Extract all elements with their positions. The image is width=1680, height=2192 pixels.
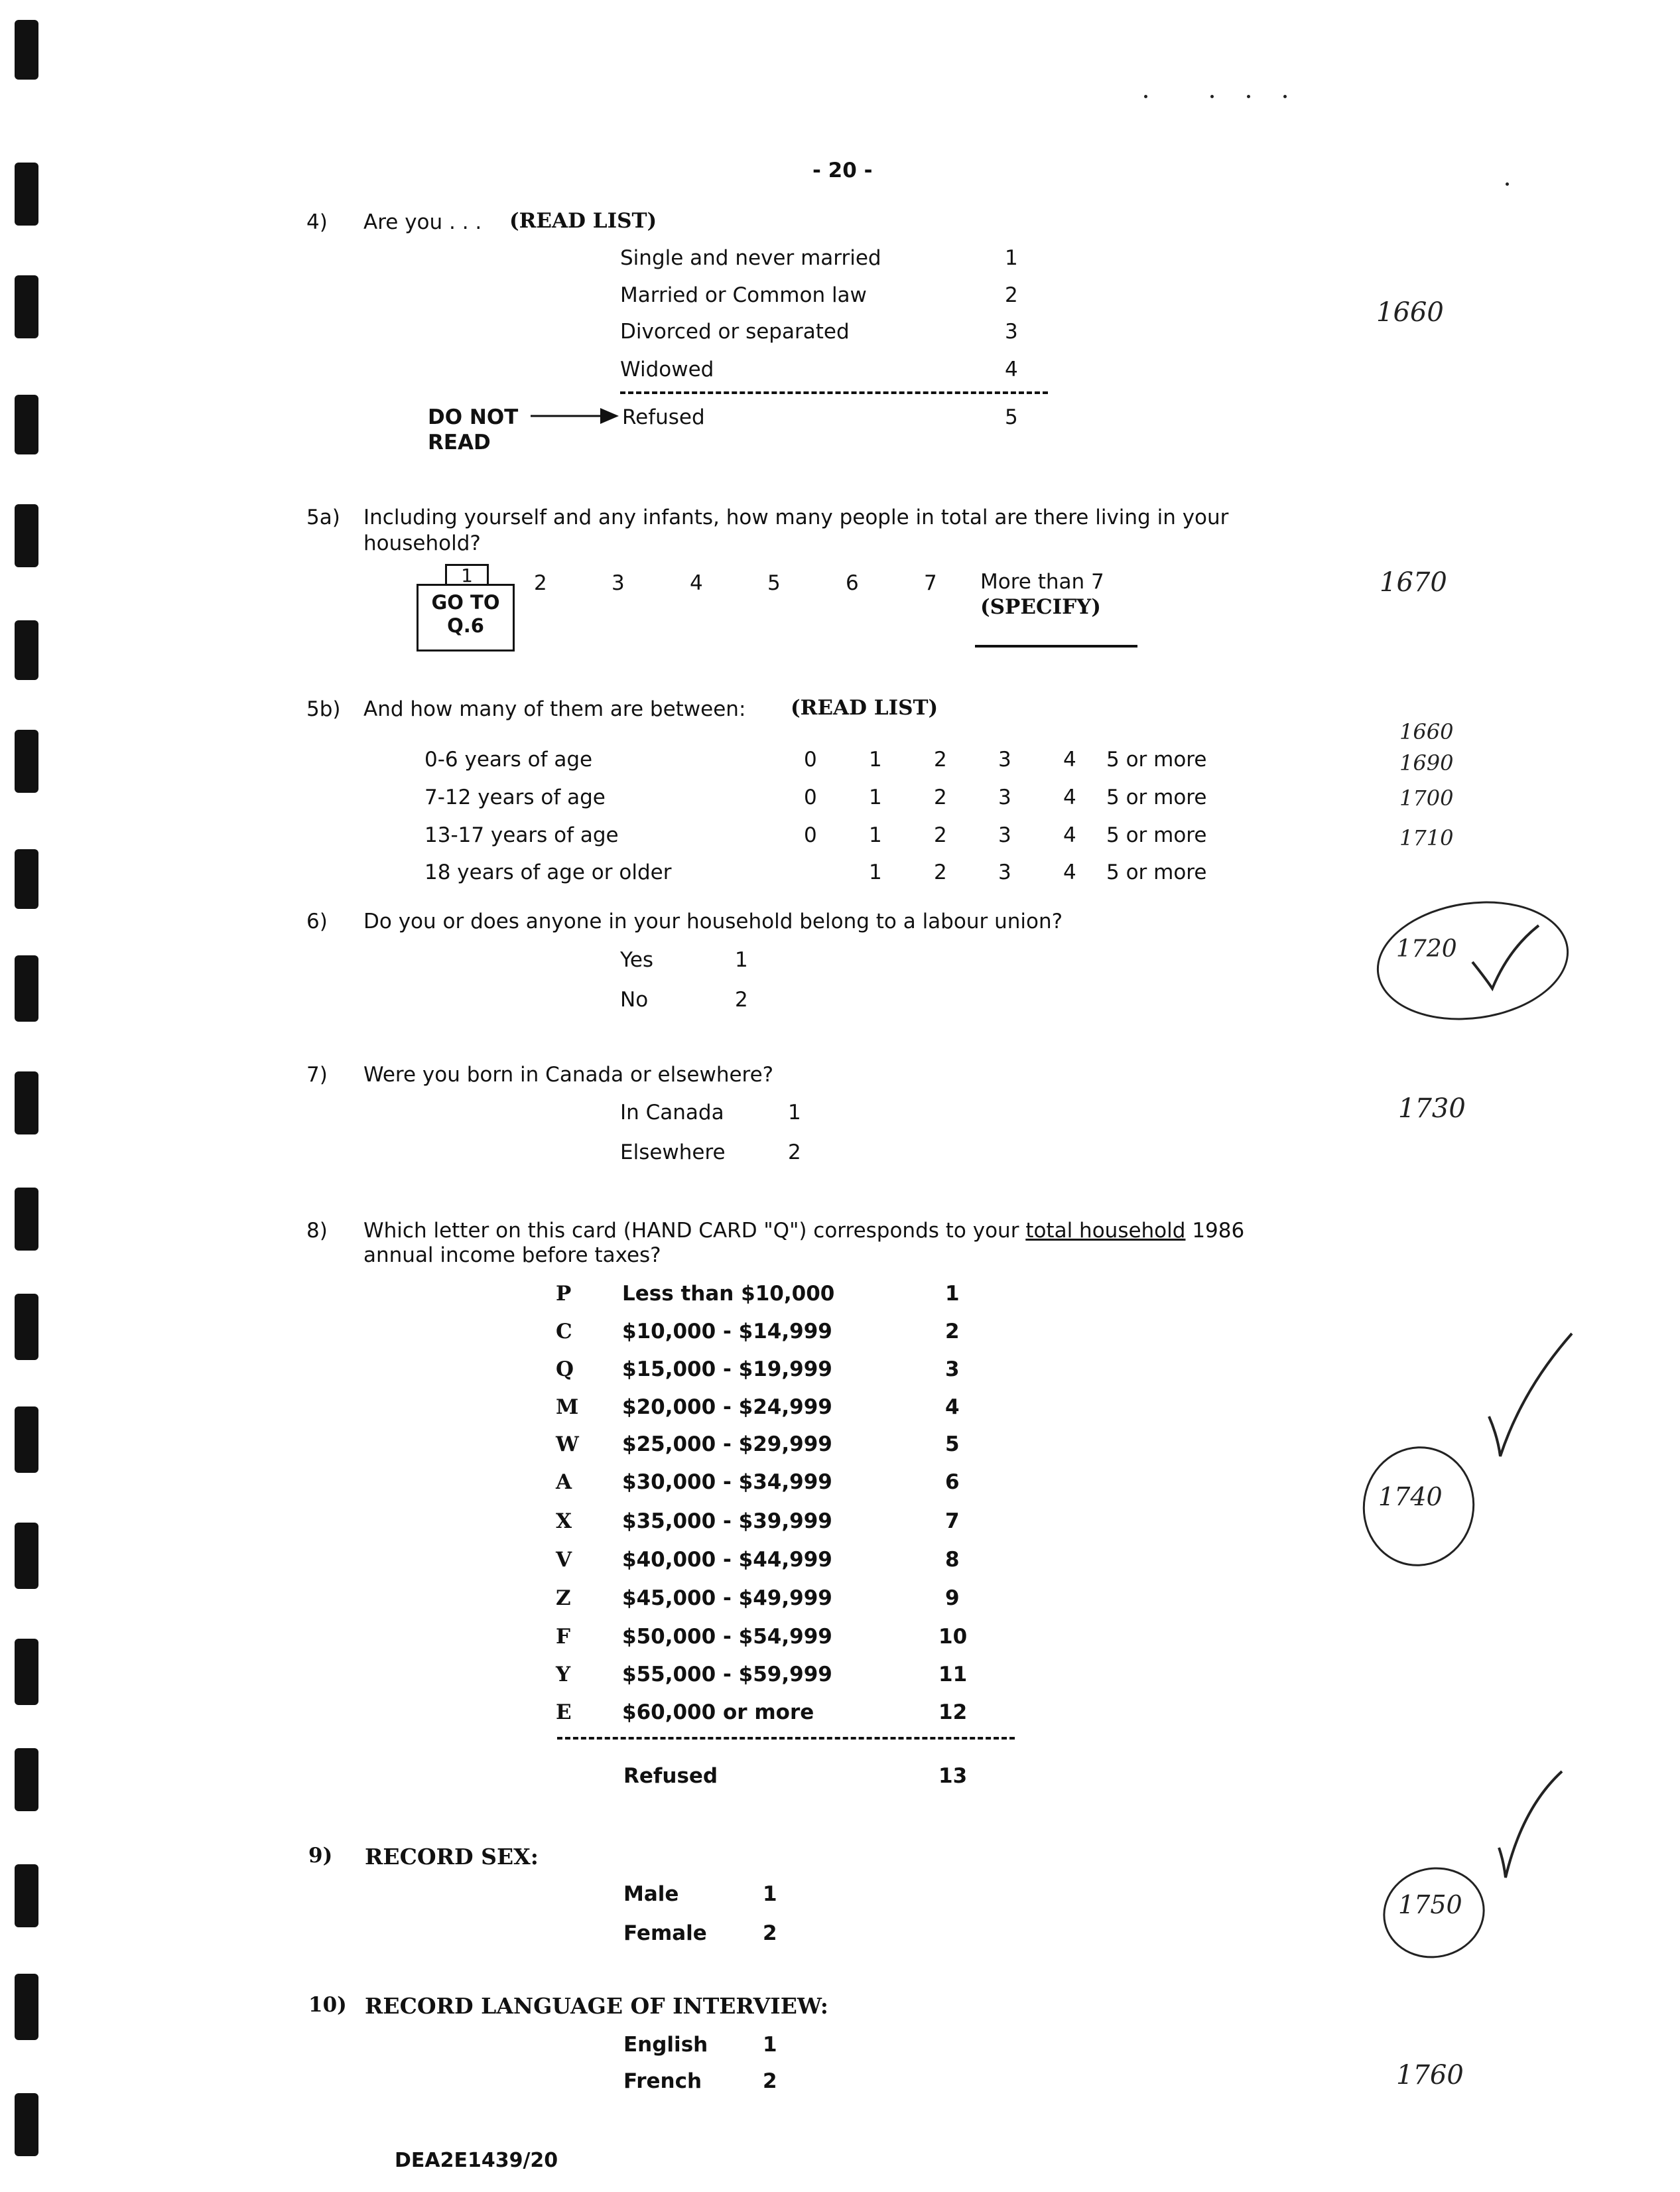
- income-range: $20,000 - $24,999: [622, 1395, 832, 1419]
- skip-instruction-box: [417, 584, 515, 651]
- count-option: 2: [934, 860, 947, 884]
- handwritten-code: 1660: [1376, 297, 1444, 328]
- option-label: No: [620, 988, 649, 1012]
- option-code: 2: [788, 1140, 801, 1164]
- checkmark-icon: [1486, 1330, 1579, 1463]
- arrow-right-icon: [531, 406, 620, 426]
- count-option: 4: [1063, 860, 1076, 884]
- handwritten-code: 1720: [1396, 935, 1457, 963]
- option-code: 1: [788, 1101, 801, 1125]
- income-range: $60,000 or more: [622, 1700, 814, 1724]
- binder-bar: [15, 163, 38, 226]
- question-text: household?: [363, 531, 481, 555]
- option-code: 1: [1005, 246, 1018, 270]
- count-option: 4: [1063, 786, 1076, 809]
- option-code: 1: [735, 948, 748, 972]
- count-option: 0: [804, 748, 817, 772]
- income-range: $45,000 - $49,999: [622, 1586, 832, 1610]
- income-code: 2: [945, 1320, 960, 1343]
- income-range: Less than $10,000: [622, 1282, 835, 1306]
- binder-bar: [15, 1639, 38, 1705]
- income-code: 9: [945, 1586, 960, 1610]
- handwritten-code: 1660: [1399, 719, 1454, 744]
- handwritten-code: 1760: [1396, 2060, 1464, 2090]
- count-option: 2: [934, 823, 947, 847]
- income-letter: F: [556, 1625, 571, 1649]
- option-code: 2: [763, 2069, 777, 2093]
- income-range: $40,000 - $44,999: [622, 1548, 832, 1572]
- count-option: 3: [998, 823, 1011, 847]
- question-number: 5b): [306, 697, 341, 721]
- handwritten-code: 1670: [1380, 567, 1447, 598]
- question-text: [363, 1219, 1244, 1243]
- count-option: 7: [924, 571, 937, 595]
- option-code: 1: [763, 1882, 777, 1906]
- income-range: $15,000 - $19,999: [622, 1357, 832, 1381]
- handwritten-code: 1730: [1398, 1093, 1466, 1124]
- binder-bar: [15, 2093, 38, 2156]
- count-option: 3: [998, 786, 1011, 809]
- binder-bar: [15, 1071, 38, 1134]
- binder-bar: [15, 395, 38, 454]
- option-code: 1: [763, 2033, 777, 2057]
- income-letter: C: [556, 1320, 572, 1343]
- handwritten-code: 1750: [1398, 1890, 1462, 1919]
- option-label: Female: [623, 1921, 707, 1945]
- binder-bar: [15, 955, 38, 1022]
- do-not-read-label: READ: [428, 431, 491, 454]
- question-text: Were you born in Canada or elsewhere?: [363, 1063, 774, 1087]
- dashed-divider: [620, 391, 1048, 394]
- count-option: 4: [1063, 748, 1076, 772]
- question-number: 9): [308, 1844, 333, 1868]
- income-letter: P: [556, 1282, 572, 1306]
- income-code: 12: [938, 1700, 968, 1724]
- count-option: 0: [804, 786, 817, 809]
- option-code: 2: [735, 988, 748, 1012]
- age-row-label: 0-6 years of age: [424, 748, 593, 772]
- option-label: Male: [623, 1882, 679, 1906]
- scan-speck: [1144, 95, 1147, 98]
- age-row-label: 18 years of age or older: [424, 860, 672, 884]
- binder-bar: [15, 1406, 38, 1473]
- checkmark-icon: [1496, 1768, 1569, 1881]
- income-letter: Y: [556, 1663, 571, 1686]
- question-number: 10): [308, 1993, 347, 2017]
- count-option: 4: [690, 571, 703, 595]
- income-letter: X: [556, 1509, 572, 1533]
- count-option: 3: [998, 860, 1011, 884]
- income-code: 5: [945, 1432, 960, 1456]
- option-label: Married or Common law: [620, 283, 867, 307]
- option-label: French: [623, 2069, 702, 2093]
- binder-bar: [15, 1748, 38, 1811]
- option-code: 3: [1005, 320, 1018, 344]
- income-range: $25,000 - $29,999: [622, 1432, 832, 1456]
- option-label: Elsewhere: [620, 1140, 726, 1164]
- question-text-part: Which letter on this card (HAND CARD "Q") corresponds to your: [363, 1219, 1019, 1243]
- page-number: - 20 -: [812, 159, 873, 182]
- scan-speck: [1283, 95, 1287, 98]
- option-code: 4: [1005, 358, 1018, 381]
- handwritten-code: 1710: [1399, 825, 1454, 851]
- income-letter: Z: [556, 1586, 571, 1610]
- count-option: 6: [846, 571, 859, 595]
- more-option: 5 or more: [1106, 786, 1207, 809]
- income-letter: M: [556, 1395, 579, 1419]
- more-option: 5 or more: [1106, 860, 1207, 884]
- question-text: RECORD SEX:: [365, 1844, 539, 1870]
- question-text: annual income before taxes?: [363, 1243, 661, 1267]
- income-letter: Q: [556, 1357, 574, 1381]
- question-text: Are you . . .: [363, 210, 482, 234]
- scan-speck: [1210, 95, 1214, 98]
- option-code: 5: [1005, 405, 1018, 429]
- option-code: 2: [1005, 283, 1018, 307]
- binder-bar: [15, 1974, 38, 2040]
- specify-label: (SPECIFY): [980, 595, 1101, 619]
- count-option: 2: [534, 571, 547, 595]
- option-label: Yes: [620, 948, 654, 972]
- question-text-part: 1986: [1192, 1219, 1245, 1243]
- handwritten-code: 1690: [1399, 750, 1454, 776]
- option-label: Single and never married: [620, 246, 881, 270]
- income-range: $55,000 - $59,999: [622, 1663, 832, 1686]
- count-option: 2: [934, 786, 947, 809]
- count-option: 3: [612, 571, 625, 595]
- option-label: In Canada: [620, 1101, 724, 1125]
- binder-bar: [15, 1294, 38, 1360]
- skip-label: GO TO: [431, 591, 500, 614]
- more-than-option: More than 7: [980, 570, 1104, 594]
- handwritten-code: 1740: [1378, 1482, 1443, 1511]
- income-code: 11: [938, 1663, 968, 1686]
- question-text-underlined: total household: [1025, 1219, 1186, 1243]
- count-option: 2: [934, 748, 947, 772]
- question-text: Do you or does anyone in your household belong to a labour union?: [363, 910, 1063, 933]
- count-option: 5: [767, 571, 781, 595]
- more-option: 5 or more: [1106, 748, 1207, 772]
- question-text: RECORD LANGUAGE OF INTERVIEW:: [365, 1993, 828, 2019]
- income-code: 10: [938, 1625, 968, 1649]
- income-letter: W: [556, 1432, 579, 1456]
- income-range: $50,000 - $54,999: [622, 1625, 832, 1649]
- income-code: 1: [945, 1282, 960, 1306]
- income-range: $10,000 - $14,999: [622, 1320, 832, 1343]
- binder-bar: [15, 1523, 38, 1589]
- income-range: $30,000 - $34,999: [622, 1470, 832, 1494]
- question-text: Including yourself and any infants, how many people in total are there living in your: [363, 506, 1229, 529]
- question-number: 5a): [306, 506, 340, 529]
- binder-bar: [15, 20, 38, 80]
- scan-speck: [1506, 182, 1509, 186]
- income-letter: E: [556, 1700, 572, 1724]
- option-code: 2: [763, 1921, 777, 1945]
- income-code: 13: [938, 1764, 968, 1788]
- income-range: $35,000 - $39,999: [622, 1509, 832, 1533]
- income-code: 6: [945, 1470, 960, 1494]
- binder-bar: [15, 1864, 38, 1927]
- question-text: And how many of them are between:: [363, 697, 746, 721]
- option-label: Widowed: [620, 358, 714, 381]
- more-option: 5 or more: [1106, 823, 1207, 847]
- do-not-read-label: DO NOT: [428, 405, 519, 429]
- count-option: 4: [1063, 823, 1076, 847]
- binder-bar: [15, 620, 38, 680]
- binder-bar: [15, 1188, 38, 1251]
- count-option: 1: [869, 786, 882, 809]
- checkmark-icon: [1469, 922, 1542, 995]
- answer-box: 1: [445, 564, 489, 586]
- income-range: Refused: [623, 1764, 718, 1788]
- income-letter: V: [556, 1548, 572, 1572]
- income-letter: A: [556, 1470, 572, 1494]
- income-code: 3: [945, 1357, 960, 1381]
- count-option: 0: [804, 823, 817, 847]
- document-code-footer: DEA2E1439/20: [395, 2149, 558, 2172]
- option-label: English: [623, 2033, 708, 2057]
- binder-bar: [15, 849, 38, 909]
- handwritten-code: 1700: [1399, 786, 1454, 811]
- binder-bar: [15, 504, 38, 567]
- income-code: 8: [945, 1548, 960, 1572]
- binder-bar: [15, 275, 38, 338]
- specify-blank: [975, 645, 1137, 648]
- instruction: (READ LIST): [791, 696, 938, 720]
- age-row-label: 13-17 years of age: [424, 823, 619, 847]
- question-number: 8): [306, 1219, 328, 1243]
- question-number: 4): [306, 210, 328, 234]
- income-code: 4: [945, 1395, 960, 1419]
- count-option: 3: [998, 748, 1011, 772]
- instruction: (READ LIST): [509, 209, 657, 233]
- option-label: Divorced or separated: [620, 320, 850, 344]
- count-option: 1: [869, 860, 882, 884]
- dashed-divider: [557, 1737, 1015, 1740]
- scan-speck: [1247, 95, 1250, 98]
- income-code: 7: [945, 1509, 960, 1533]
- question-number: 6): [306, 910, 328, 933]
- skip-target: Q.6: [447, 614, 484, 637]
- count-option: 1: [869, 748, 882, 772]
- binder-bar: [15, 730, 38, 793]
- age-row-label: 7-12 years of age: [424, 786, 606, 809]
- count-option: 1: [869, 823, 882, 847]
- option-label: Refused: [622, 405, 705, 429]
- question-number: 7): [306, 1063, 328, 1087]
